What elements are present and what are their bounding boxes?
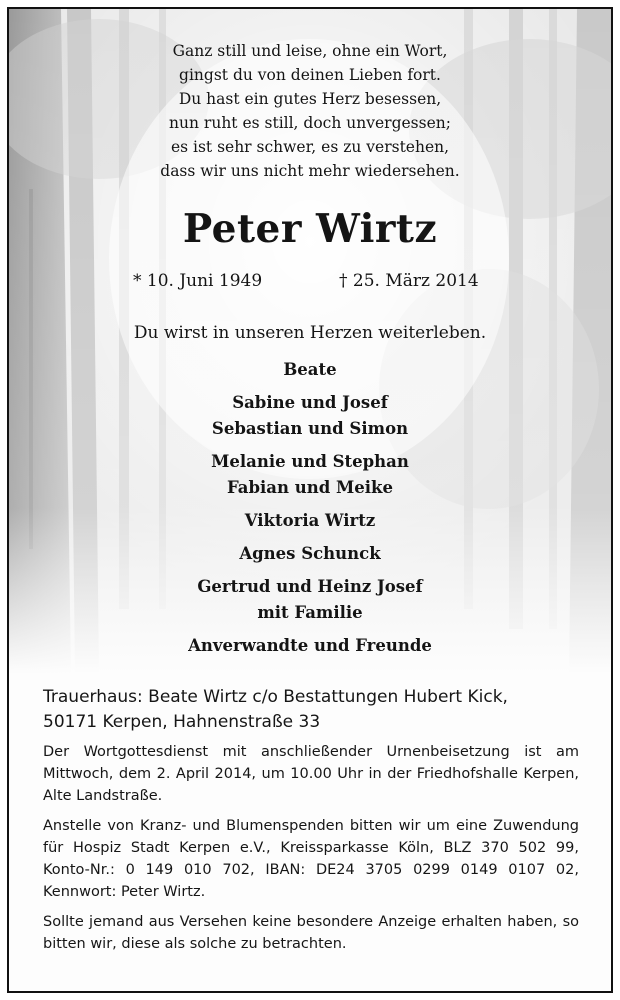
death-date: † 25. März 2014	[339, 271, 479, 291]
mourner-group	[9, 449, 611, 501]
poem-line: gingst du von deinen Lieben fort.	[179, 66, 441, 84]
mourning-house-line: 50171 Kerpen, Hahnenstraße 33	[43, 712, 321, 732]
mourner-group	[9, 508, 611, 534]
mourning-house-line: Trauerhaus: Beate Wirtz c/o Bestattungen Hubert Kick,	[43, 687, 508, 707]
poem-line: Ganz still und leise, ohne ein Wort,	[172, 42, 448, 60]
mourner-name: Sabine und Josef	[232, 393, 388, 412]
service-paragraph: Der Wortgottesdienst mit anschließender Urnenbeisetzung ist am Mittwoch, dem 2. April 2014, um 10.00 Uhr in der Friedhofshalle Kerpen, Alte Landstraße.	[43, 744, 579, 804]
mourner-group	[9, 574, 611, 626]
donation-paragraph: Anstelle von Kranz- und Blumenspenden bitten wir um eine Zuwendung für Hospiz Stadt Kerpen e.V., Kreissparkasse Köln, BLZ 370 502 99, Konto-Nr.: 0 149 010 702, IBAN: DE24 3705 0299 0149 0107 02, Kennwort: Peter Wirtz.	[43, 818, 579, 900]
mourner-name: mit Familie	[257, 603, 363, 622]
obituary-frame	[7, 7, 613, 993]
poem-line: es ist sehr schwer, es zu verstehen,	[170, 138, 450, 156]
mourner-group	[9, 390, 611, 442]
mourner-name: Sebastian und Simon	[211, 419, 409, 438]
birth-date: * 10. Juni 1949	[133, 271, 263, 291]
mourner-name: Anverwandte und Freunde	[188, 636, 432, 655]
mourner-name: Gertrud und Heinz Josef	[197, 577, 423, 596]
poem-line: nun ruht es still, doch unvergessen;	[169, 114, 451, 132]
mourner-name: Fabian und Meike	[227, 478, 393, 497]
mourning-house-address	[43, 685, 579, 735]
mourner-name: Melanie und Stephan	[211, 452, 409, 471]
obituary-content	[9, 9, 611, 991]
poem-line: dass wir uns nicht mehr wiedersehen.	[160, 162, 460, 180]
poem-line: Du hast ein gutes Herz besessen,	[178, 90, 442, 108]
notice-paragraph: Sollte jemand aus Versehen keine besondere Anzeige erhalten haben, so bitten wir, diese als solche zu betrachten.	[43, 914, 579, 952]
mourner-name: Agnes Schunck	[239, 544, 381, 563]
mourners-list	[9, 357, 611, 666]
mourner-group	[9, 357, 611, 383]
mourner-group	[9, 633, 611, 659]
info-section	[43, 685, 579, 963]
mourner-group	[9, 541, 611, 567]
poem	[9, 39, 611, 183]
mourner-name: Beate	[283, 360, 337, 379]
mourner-name: Viktoria Wirtz	[244, 511, 376, 530]
deceased-name: Peter Wirtz	[182, 206, 438, 252]
motto: Du wirst in unseren Herzen weiterleben.	[133, 323, 487, 343]
